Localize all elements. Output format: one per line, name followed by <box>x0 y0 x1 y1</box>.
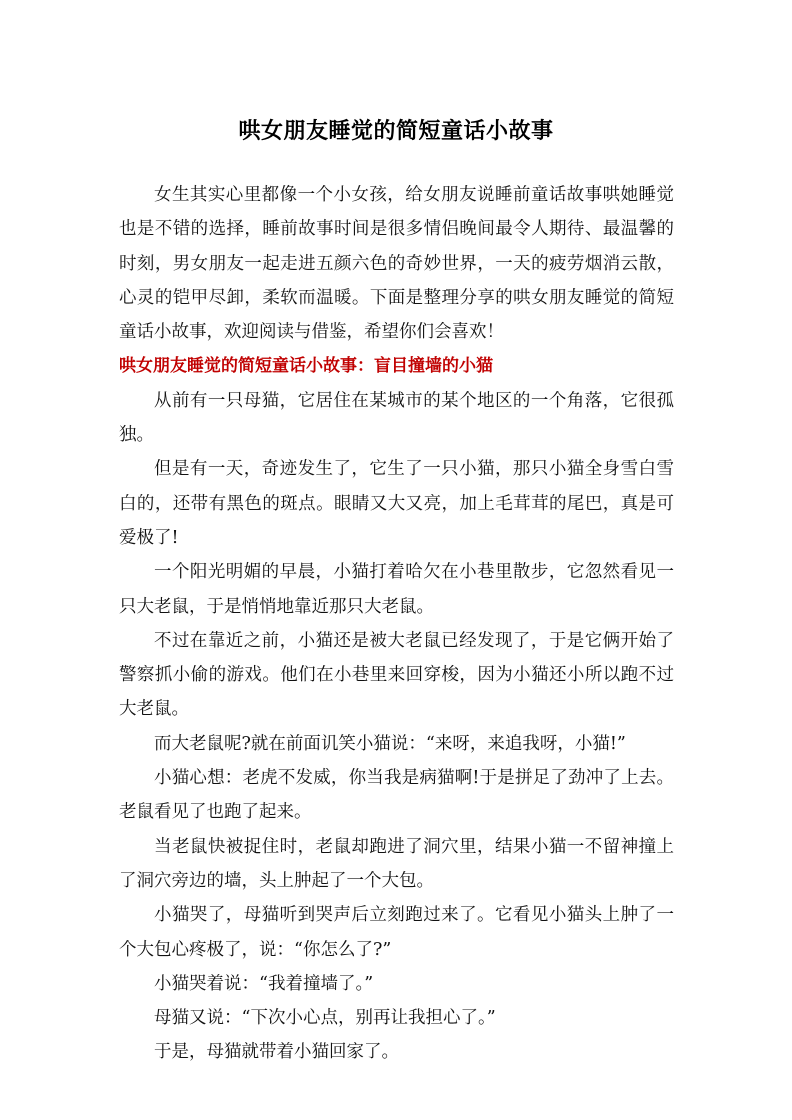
story-paragraph: 一个阳光明媚的早晨，小猫打着哈欠在小巷里散步，它忽然看见一只大老鼠，于是悄悄地靠近那只大老鼠。 <box>119 562 674 617</box>
story-paragraph: 从前有一只母猫，它居住在某城市的某个地区的一个角落，它很孤独。 <box>119 390 674 446</box>
story-paragraph: 于是，母猫就带着小猫回家了。 <box>154 1042 399 1063</box>
document-body <box>119 178 674 1070</box>
story-paragraph: 但是有一天，奇迹发生了，它生了一只小猫，那只小猫全身雪白雪白的，还带有黑色的斑点。眼睛又大又亮，加上毛茸茸的尾巴，真是可爱极了! <box>119 459 674 548</box>
story-paragraph: 小猫哭了，母猫听到哭声后立刻跑过来了。它看见小猫头上肿了一个大包心疼极了，说：“你怎么了?” <box>119 905 674 960</box>
intro-paragraph: 女生其实心里都像一个小女孩，给女朋友说睡前童话故事哄她睡觉也是不错的选择，睡前故事时间是很多情侣晚间最令人期待、最温馨的时刻，男女朋友一起走进五颜六色的奇妙世界，一天的疲劳烟消云散，心灵的铠甲尽卸，柔软而温暖。下面是整理分享的哄女朋友睡觉的简短童话小故事，欢迎阅读与借鉴，希望你们会喜欢！ <box>119 185 674 343</box>
story-paragraph: 当老鼠快被捉住时，老鼠却跑进了洞穴里，结果小猫一不留神撞上了洞穴旁边的墙，头上肿起了一个大包。 <box>119 836 674 891</box>
story-paragraph: 不过在靠近之前，小猫还是被大老鼠已经发现了，于是它俩开始了警察抓小偷的游戏。他们在小巷里来回穿梭，因为小猫还小所以跑不过大老鼠。 <box>119 630 674 720</box>
story-paragraph: 而大老鼠呢?就在前面讥笑小猫说：“来呀，来追我呀，小猫!” <box>154 733 626 754</box>
section-heading: 哄女朋友睡觉的简短童话小故事：盲目撞墙的小猫 <box>119 356 493 377</box>
story-paragraph: 小猫心想：老虎不发威，你当我是病猫啊!于是拼足了劲冲了上去。老鼠看见了也跑了起来。 <box>119 768 674 823</box>
story-paragraph: 小猫哭着说：“我着撞墙了。” <box>154 973 374 994</box>
story-paragraph: 母猫又说：“下次小心点，别再让我担心了。” <box>154 1008 496 1029</box>
document-title: 哄女朋友睡觉的简短童话小故事 <box>238 119 554 144</box>
